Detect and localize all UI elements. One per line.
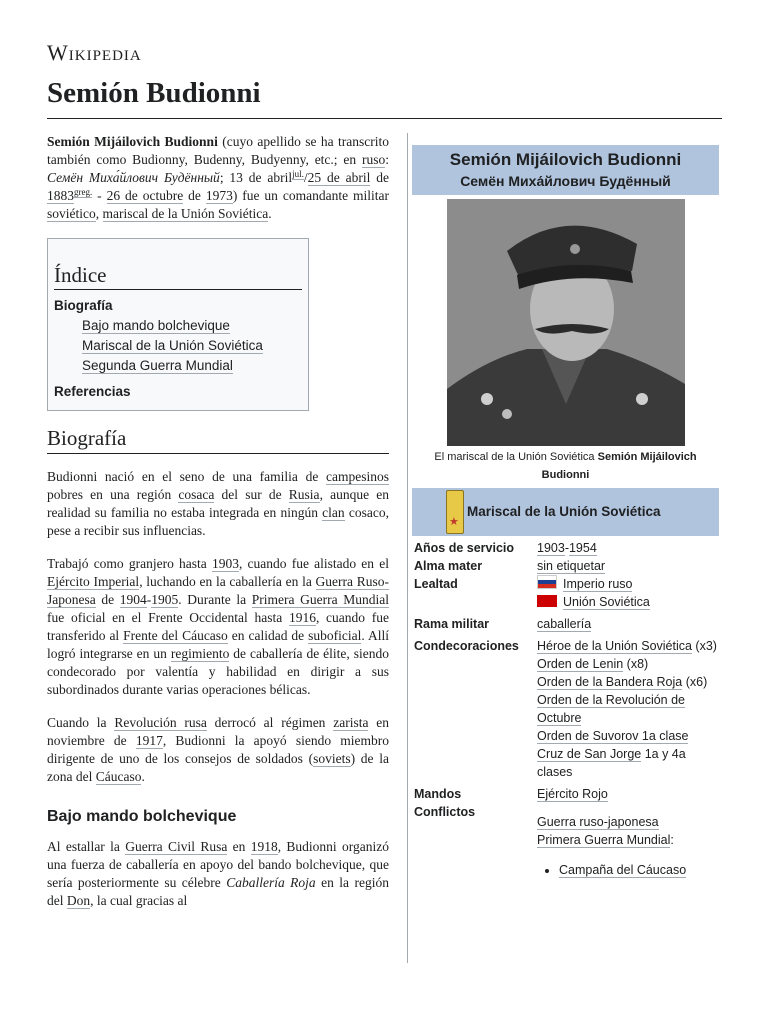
portrait-illustration [447,199,685,446]
link-ruso[interactable]: ruso [361,152,386,167]
link-julian[interactable]: jul. [292,168,304,179]
conflict-sublist [537,861,719,879]
toc-item-segunda-guerra[interactable]: Segunda Guerra Mundial [82,358,233,373]
row-service: Años de servicio 1903-1954 [414,541,597,555]
row-alma-mater: Alma mater sin etiquetar [414,559,606,573]
link-caucaso[interactable]: Cáucaso [95,769,142,784]
page-title: Semión Budionni [47,77,261,109]
link-1916[interactable]: 1916 [288,610,316,625]
link-mariscal[interactable]: mariscal de la Unión Soviética [102,206,269,221]
link-service-end[interactable]: 1954 [568,541,597,555]
link-guerra-civil[interactable]: Guerra Civil Rusa [125,839,228,854]
link-1917[interactable]: 1917 [135,733,163,748]
link-ejercito-imperial[interactable]: Ejército Imperial [47,574,140,589]
link-orden-suvorov[interactable]: Orden de Suvorov 1a clase [537,729,689,743]
bio-paragraph-3: Cuando la Revolución rusa derrocó al régimen zarista en noviembre de 1917, Budionni la apoyó siendo miembro dirigente de uno de los consejos de soldados (soviets) de la zona del Cáucaso. [47,715,390,784]
link-campana-caucaso[interactable]: Campaña del Cáucaso [559,863,687,877]
link-cosaca[interactable]: cosaca [178,487,215,502]
link-zarista[interactable]: zarista [333,715,369,730]
rank-header [412,488,719,536]
table-of-contents [47,238,309,411]
shoulder-board-icon[interactable] [446,490,464,534]
title-divider [47,118,722,119]
portrait-photo[interactable] [447,199,685,446]
row-awards: Condecoraciones Héroe de la Unión Soviética (x3) Orden de Lenin (x8) Orden de la Bandera Roja (x6) Orden de la Revolución de Octubre Orden de Suvorov 1a clase Cruz de San Jorge 1a y 4a clases [414,639,717,779]
toc-item-biografia[interactable]: Biografía [54,298,113,313]
intro-name: Semión Mijáilovich Budionni [47,134,218,149]
bio-paragraph-1: Budionni nació en el seno de una familia de campesinos pobres en una región cosaca del sur de Rusia, aunque en realidad su familia no estaba integrada en ningún clan cosaco, pese a recibir sus influencias. [47,469,390,538]
link-regimiento[interactable]: regimiento [170,646,230,661]
bajo-mando-paragraph-1: Al estallar la Guerra Civil Rusa en 1918, Budionni organizó una fuerza de caballería en apoyo del bando bolchevique, que sería posteriormente su célebre Caballería Roja en la región del Don, la cual gracias al [47,839,389,908]
rank-title: Mariscal de la Unión Soviética [467,504,661,519]
infobox [407,133,723,963]
link-bandera-roja[interactable]: Orden de la Bandera Roja [537,675,683,689]
link-campesinos[interactable]: campesinos [326,469,389,484]
intro-paragraph: Semión Mijáilovich Budionni (cuyo apellido se ha transcrito también como Budionny, Budenny, Budyenny, etc.; en ruso: Семён Миха́йлович Будённый; 13 de abril$^{jul.}$/25 de abril de $1883^{greg.} - 26$ de octubre de 1973) fue un comandante militar soviético, mariscal de la Unión Soviética. [47,134,389,221]
toc-title: Índice [54,265,302,290]
bio-paragraph-2: Trabajó como granjero hasta 1903, cuando fue alistado en el Ejército Imperial, luchando en la caballería en la Guerra Ruso-Japonesa de 1904-1905. Durante la Primera Guerra Mundial fue oficial en el Frente Occidental hasta 1916, cuando fue transferido al Frente del Cáucaso en calidad de suboficial. Allí logró integrarse en un regimiento de caballería de élite, siendo condecorado por valentía y habilidad en dirigir a sus subordinados durante varias operaciones bélicas. [47,556,390,697]
link-death-year[interactable]: 1973 [205,188,233,203]
link-rusia[interactable]: Rusia [288,487,320,502]
soviet-flag-icon [537,595,557,607]
link-sovietico[interactable]: soviético [47,206,96,221]
link-imperio-ruso[interactable]: Imperio ruso [563,577,633,591]
link-gregorian[interactable]: greg. [74,186,93,197]
link-1918[interactable]: 1918 [250,839,278,854]
link-service-start[interactable]: 1903 [537,541,565,555]
article-body [47,133,389,925]
link-orden-lenin[interactable]: Orden de Lenin [537,657,624,671]
list-item [559,861,719,879]
link-primera-guerra[interactable]: Primera Guerra Mundial [251,592,389,607]
link-1904[interactable]: 1904 [119,592,147,607]
section-heading-bajo-mando: Bajo mando bolchevique [47,808,237,825]
russian-empire-flag-icon [537,575,557,589]
toc-item-referencias[interactable]: Referencias [54,384,131,399]
link-death-date[interactable]: 26 de octubre [106,188,184,203]
infobox-name: Semión Mijáilovich Budionni [449,150,682,169]
infobox-native-name: Семён Миха́йлович Будённый [460,173,671,189]
link-caballeria[interactable]: caballería [537,617,592,631]
link-ejercito-rojo[interactable]: Ejército Rojo [537,787,608,801]
link-revolucion-octubre[interactable]: Orden de la Revolución de Octubre [537,693,686,725]
link-clan[interactable]: clan [322,505,345,520]
link-guerra-ruso-japonesa[interactable]: Guerra Ruso-Japonesa [47,574,389,607]
native-name: Семён Миха́йлович Будённый [47,170,220,185]
link-conflict-ruso-japonesa[interactable]: Guerra ruso-japonesa [537,815,659,829]
section-heading-biografia: Biografía [47,429,389,454]
link-revolucion-rusa[interactable]: Revolución rusa [114,715,207,730]
photo-caption: El mariscal de la Unión Soviética Semión Mijáilovich Budionni [434,451,697,481]
wikipedia-logo[interactable]: Wikipedia [47,40,142,65]
link-birth-year[interactable]: 1883 [47,188,74,203]
link-don[interactable]: Don [66,893,91,908]
link-1905[interactable]: 1905 [151,592,179,607]
link-1903[interactable]: 1903 [211,556,239,571]
link-alma-mater[interactable]: sin etiquetar [537,559,606,573]
link-union-sovietica[interactable]: Unión Soviética [563,595,650,609]
toc-item-bajo-mando[interactable]: Bajo mando bolchevique [82,318,230,333]
link-frente-caucaso[interactable]: Frente del Cáucaso [123,628,228,643]
link-birth-date[interactable]: 25 de abril [307,170,371,185]
infobox-header [412,145,719,195]
row-commands: Mandos Ejército Rojo [414,787,608,801]
row-branch: Rama militar caballería [414,617,592,631]
row-loyalty: Lealtad Imperio ruso Unión Soviética [414,577,650,609]
link-heroe[interactable]: Héroe de la Unión Soviética [537,639,692,653]
link-conflict-primera-guerra[interactable]: Primera Guerra Mundial [537,833,671,847]
link-suboficial[interactable]: suboficial [308,628,362,643]
toc-item-mariscal[interactable]: Mariscal de la Unión Soviética [82,338,263,353]
link-cruz-san-jorge[interactable]: Cruz de San Jorge [537,747,642,761]
row-conflicts: Conflictos Guerra ruso-japonesa Primera Guerra Mundial: • Campaña del Cáucaso [412,803,719,879]
link-soviets[interactable]: soviets [313,751,351,766]
